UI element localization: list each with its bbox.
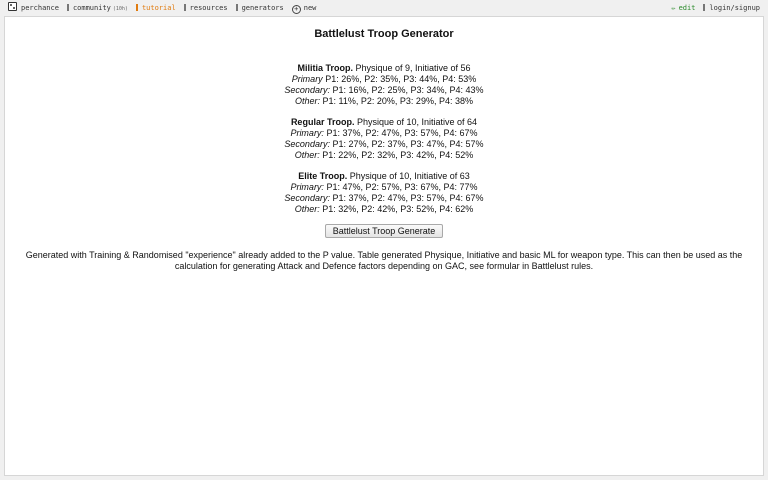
secondary-values: P1: 16%, P2: 25%, P3: 34%, P4: 43% bbox=[332, 85, 484, 95]
troop-block-militia bbox=[5, 63, 763, 107]
nav-tutorial-link[interactable] bbox=[136, 0, 176, 16]
pencil-icon: ✏ bbox=[671, 4, 676, 12]
troop-name: Militia Troop. bbox=[297, 63, 353, 73]
other-label: Other: bbox=[294, 150, 320, 160]
troop-name: Regular Troop. bbox=[290, 117, 355, 127]
nav-right-group bbox=[663, 0, 760, 16]
other-values: P1: 32%, P2: 42%, P3: 52%, P4: 62% bbox=[322, 204, 474, 214]
nav-resources-label: resources bbox=[189, 4, 228, 12]
primary-values: P1: 26%, P2: 35%, P3: 44%, P4: 53% bbox=[325, 74, 477, 84]
nav-new-label: new bbox=[303, 4, 317, 12]
other-line bbox=[5, 96, 763, 107]
primary-label: Primary bbox=[291, 74, 323, 84]
page-title: Battlelust Troop Generator bbox=[314, 28, 454, 40]
other-label: Other: bbox=[295, 96, 321, 106]
user-icon bbox=[703, 4, 705, 11]
community-count: (10h) bbox=[112, 6, 128, 12]
troop-name: Elite Troop. bbox=[298, 171, 348, 181]
troop-stats: Physique of 10, Initiative of 64 bbox=[356, 117, 478, 127]
nav-tutorial-label: tutorial bbox=[141, 4, 176, 12]
nav-edit-label: edit bbox=[678, 4, 696, 12]
secondary-line bbox=[5, 85, 763, 96]
nav-new-link[interactable] bbox=[292, 0, 317, 16]
other-values: P1: 11%, P2: 20%, P3: 29%, P4: 38% bbox=[322, 96, 473, 106]
nav-perchance-label: perchance bbox=[21, 4, 59, 12]
nav-left-group bbox=[8, 0, 324, 17]
primary-line bbox=[5, 128, 763, 139]
primary-line bbox=[5, 74, 763, 85]
nav-edit-link[interactable] bbox=[671, 0, 695, 16]
other-label: Other: bbox=[294, 204, 320, 214]
secondary-label: Secondary: bbox=[284, 85, 330, 95]
community-icon bbox=[67, 4, 69, 11]
troop-heading bbox=[5, 171, 763, 182]
nav-community-label: community bbox=[72, 4, 111, 12]
troop-list bbox=[5, 63, 763, 225]
primary-values: P1: 37%, P2: 47%, P3: 57%, P4: 67% bbox=[326, 128, 478, 138]
primary-values: P1: 47%, P2: 57%, P3: 67%, P4: 77% bbox=[326, 182, 478, 192]
primary-line bbox=[5, 182, 763, 193]
nav-community-link[interactable] bbox=[67, 0, 128, 17]
generate-button[interactable]: Battlelust Troop Generate bbox=[325, 224, 443, 238]
secondary-label: Secondary: bbox=[284, 193, 330, 203]
top-nav bbox=[0, 0, 768, 16]
primary-label: Primary: bbox=[290, 128, 324, 138]
troop-block-regular bbox=[5, 117, 763, 161]
other-values: P1: 22%, P2: 32%, P3: 42%, P4: 52% bbox=[322, 150, 474, 160]
troop-block-elite bbox=[5, 171, 763, 215]
primary-label: Primary: bbox=[290, 182, 324, 192]
nav-perchance-link[interactable] bbox=[8, 0, 59, 16]
troop-heading bbox=[5, 63, 763, 74]
generators-icon bbox=[236, 4, 238, 11]
nav-login-label: login/signup bbox=[709, 4, 760, 12]
dice-icon bbox=[8, 2, 17, 11]
nav-generators-label: generators bbox=[241, 4, 284, 12]
secondary-line bbox=[5, 193, 763, 204]
secondary-values: P1: 27%, P2: 37%, P3: 47%, P4: 57% bbox=[332, 139, 484, 149]
secondary-line bbox=[5, 139, 763, 150]
nav-login-link[interactable] bbox=[703, 0, 760, 16]
secondary-label: Secondary: bbox=[284, 139, 330, 149]
troop-stats: Physique of 9, Initiative of 56 bbox=[355, 63, 471, 73]
generator-output-panel bbox=[4, 16, 764, 476]
generator-description: Generated with Training & Randomised "experience" already added to the P value. Table generated Physique, Initiative and basic ML for weapon type. This can then be used as the calculation for generating Attack and Defence factors depending on GAC, see formular in Battlelust rules. bbox=[25, 250, 743, 271]
other-line bbox=[5, 204, 763, 215]
plus-circle-icon: + bbox=[292, 5, 301, 14]
troop-heading bbox=[5, 117, 763, 128]
nav-generators-link[interactable] bbox=[236, 0, 284, 16]
resources-icon bbox=[184, 4, 186, 11]
nav-resources-link[interactable] bbox=[184, 0, 228, 16]
other-line bbox=[5, 150, 763, 161]
troop-stats: Physique of 10, Initiative of 63 bbox=[349, 171, 470, 181]
tutorial-icon bbox=[136, 4, 138, 11]
secondary-values: P1: 37%, P2: 47%, P3: 57%, P4: 67% bbox=[332, 193, 484, 203]
